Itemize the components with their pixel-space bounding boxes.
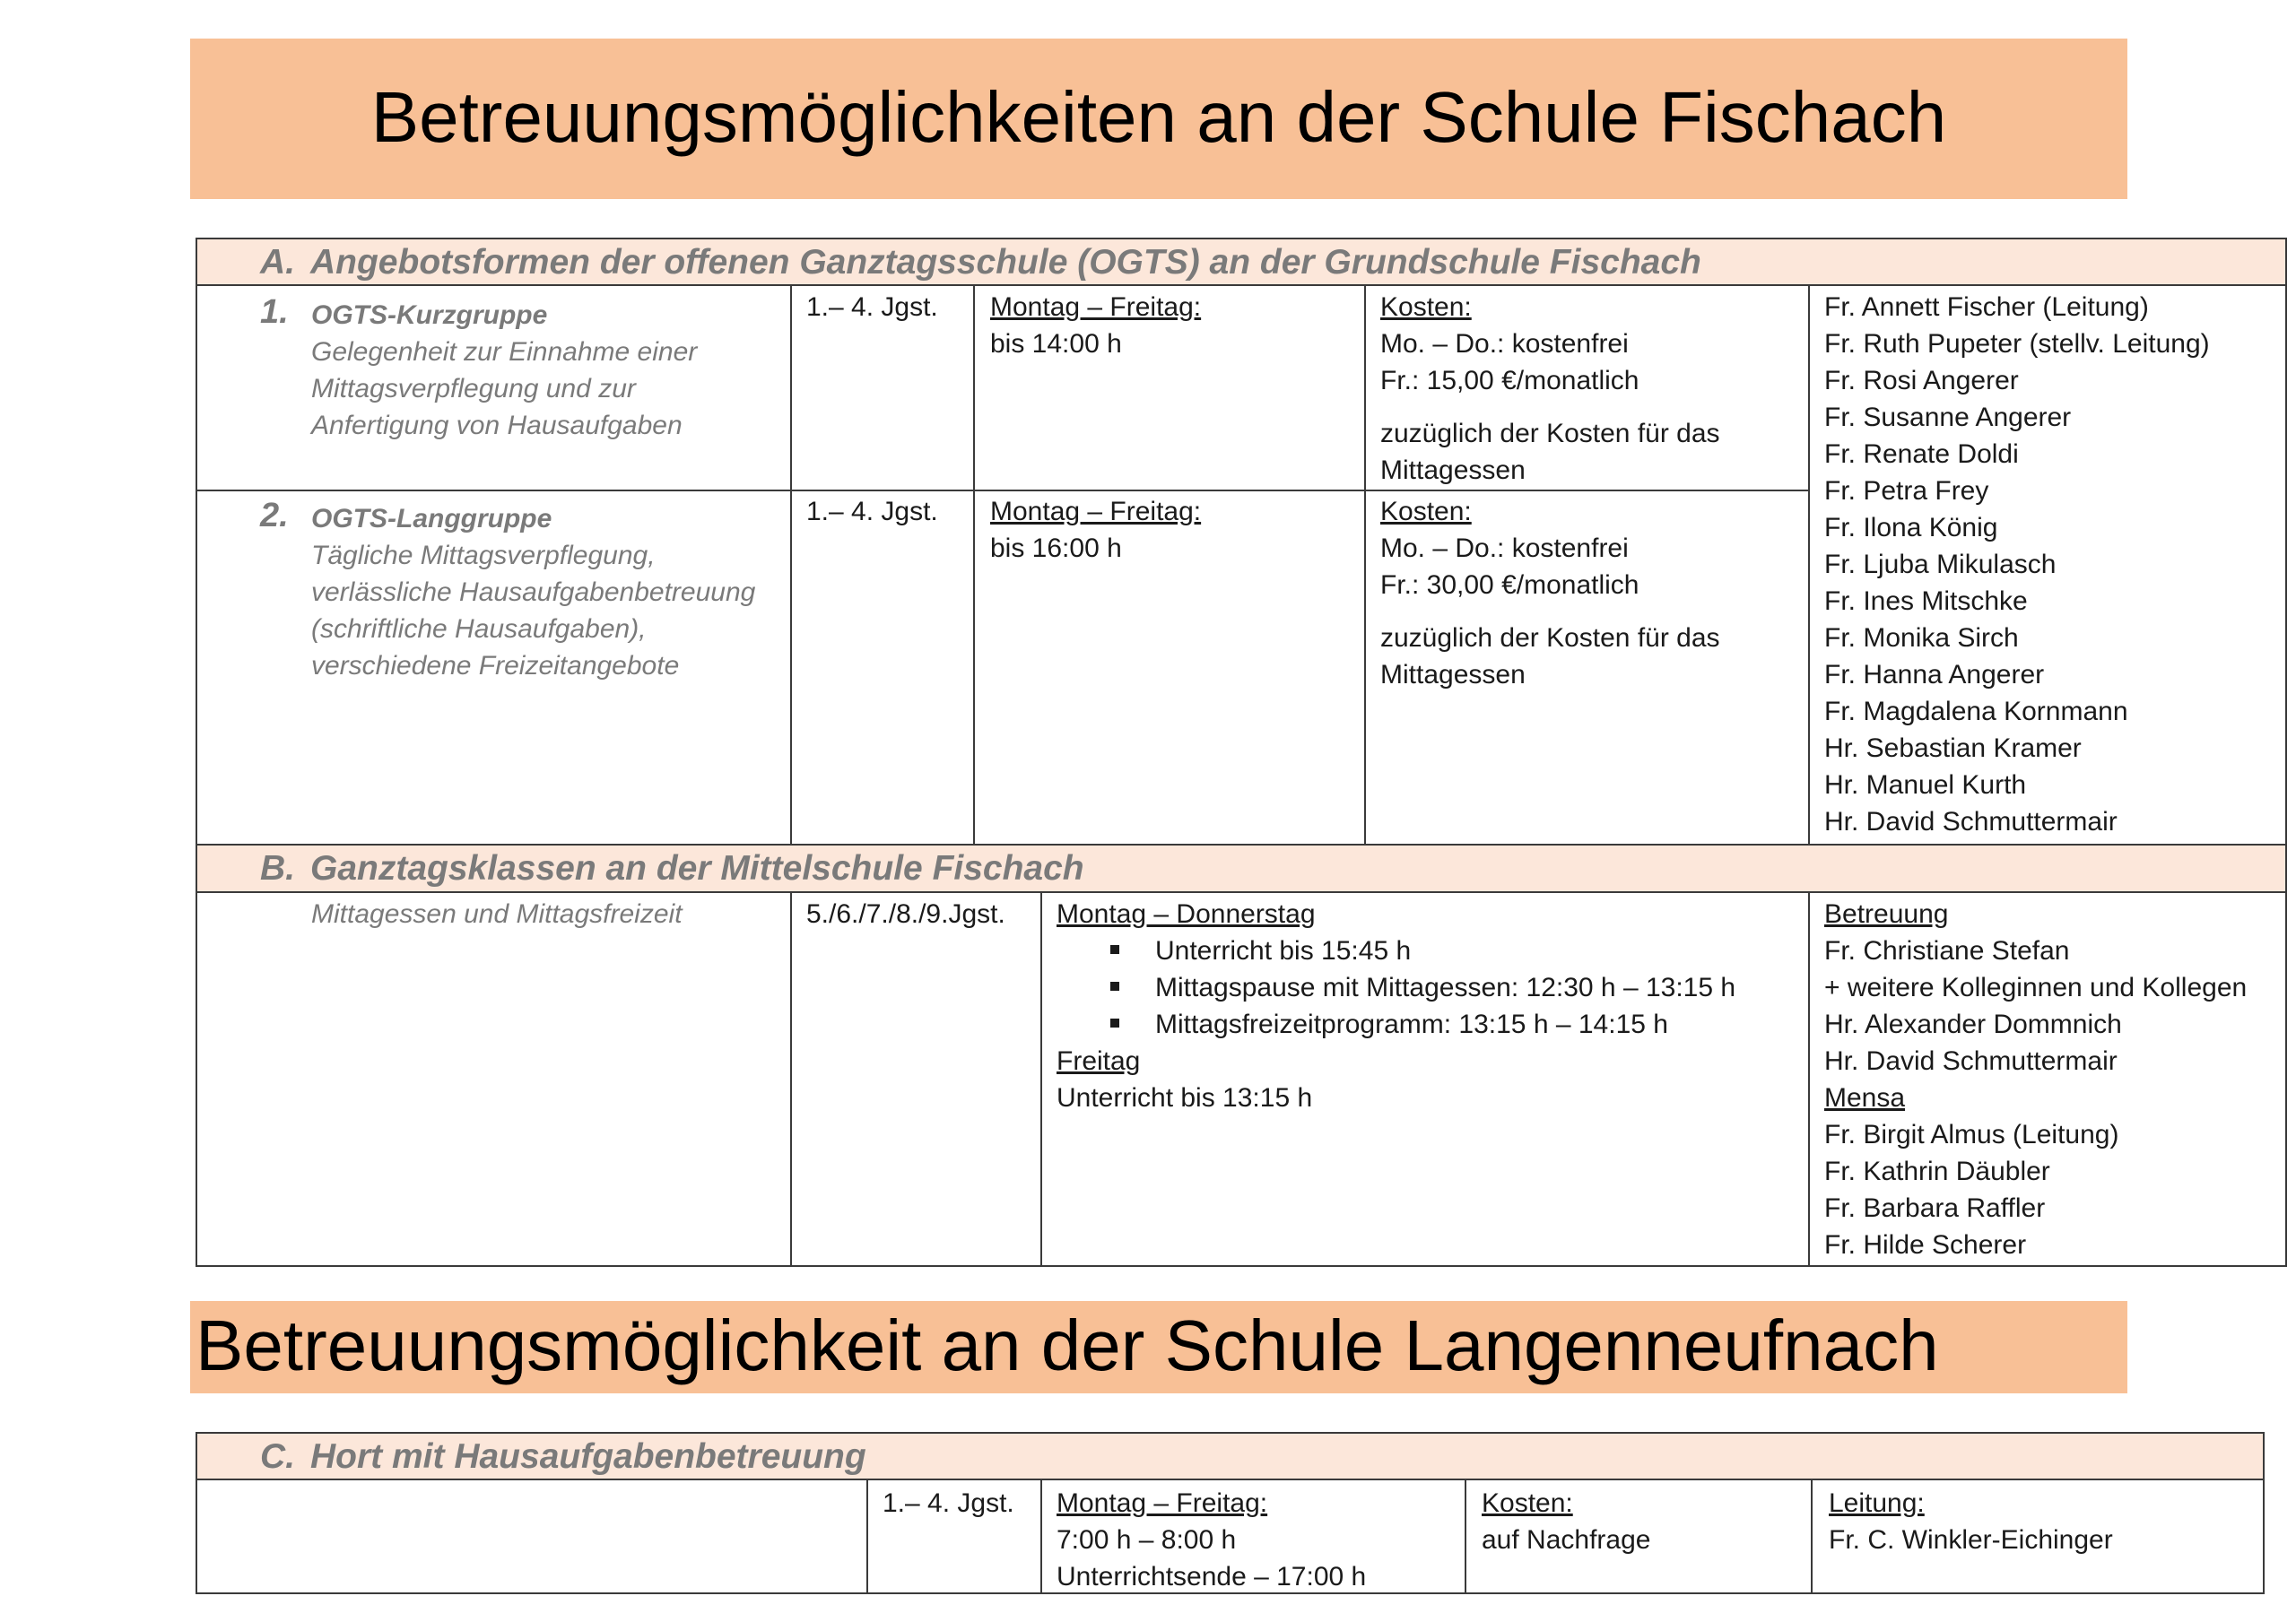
divider (1808, 891, 1810, 1266)
divider (866, 1479, 868, 1594)
divider (1808, 284, 1810, 845)
cost-label: Kosten: (1380, 497, 1472, 526)
row-number: 2. (260, 497, 289, 534)
bullet-item (1057, 969, 1735, 1006)
time-text: 7:00 h – 8:00 h (1057, 1525, 1237, 1555)
staff-member: Fr. Ines Mitschke (1824, 586, 2028, 616)
divider (790, 891, 792, 1266)
divider (1811, 1479, 1813, 1594)
staff-member: Fr. Hanna Angerer (1824, 660, 2045, 690)
staff-list (1824, 289, 2210, 840)
cost-cell (1482, 1485, 1650, 1558)
staff-member: Fr. Ljuba Mikulasch (1824, 550, 2057, 579)
spacer (1380, 399, 1720, 415)
staff-member: Fr. Hilde Scherer (1824, 1230, 2027, 1260)
desc-line: verlässliche Hausaufgabenbetreuung (311, 577, 756, 607)
lead-name: Fr. C. Winkler-Eichinger (1829, 1525, 2113, 1555)
divider (1040, 891, 1042, 1266)
days-label: Montag – Freitag: (990, 292, 1202, 322)
cost-label: Kosten: (1482, 1488, 1573, 1518)
cost-line: Mo. – Do.: kostenfrei (1380, 329, 1629, 359)
grade-cell: 1.– 4. Jgst. (806, 292, 938, 322)
friday-text: Unterricht bis 13:15 h (1057, 1083, 1313, 1113)
section-c-title-text: Hort mit Hausaufgabenbetreuung (310, 1437, 866, 1476)
divider (196, 1479, 2265, 1480)
cost-line: Fr.: 30,00 €/monatlich (1380, 570, 1639, 600)
staff-member: Fr. Annett Fischer (Leitung) (1824, 292, 2149, 322)
mensa-label: Mensa (1824, 1083, 1906, 1113)
offer-name: OGTS-Kurzgruppe (311, 300, 548, 330)
extra-line: Mittagessen (1380, 660, 1526, 690)
schedule-cell (1057, 896, 1735, 1116)
staff-member: Hr. David Schmuttermair (1824, 807, 2118, 837)
lead-label: Leitung: (1829, 1488, 1925, 1518)
cost-line: Mo. – Do.: kostenfrei (1380, 533, 1629, 563)
bullet-item (1057, 932, 1735, 969)
staff-member: Hr. Alexander Dommnich (1824, 1010, 2122, 1039)
grade-cell: 1.– 4. Jgst. (883, 1488, 1014, 1518)
time-text: bis 14:00 h (990, 329, 1122, 359)
lead-cell (1829, 1485, 2113, 1558)
section-c-letter: C. (260, 1437, 295, 1476)
cost-line: auf Nachfrage (1482, 1525, 1651, 1555)
staff-member: Hr. David Schmuttermair (1824, 1046, 2118, 1076)
time-text: bis 16:00 h (990, 533, 1122, 563)
staff-member: Fr. Renate Doldi (1824, 439, 2019, 469)
staff-member: Fr. Magdalena Kornmann (1824, 697, 2128, 726)
desc-line: verschiedene Freizeitangebote (311, 651, 680, 681)
section-a-title-text: Angebotsformen der offenen Ganztagsschule (OGTS) an der Grundschule Fischach (310, 243, 1701, 282)
desc-line: (schriftliche Hausaufgaben), (311, 614, 647, 644)
staff-member: + weitere Kolleginnen und Kollegen (1824, 973, 2248, 1002)
staff-member: Fr. Christiane Stefan (1824, 936, 2070, 966)
section-a-letter: A. (260, 243, 295, 282)
section-a-title (260, 242, 1701, 283)
divider (196, 490, 1810, 491)
divider (790, 284, 792, 845)
offer-description (311, 297, 697, 444)
grade-cell: 5./6./7./8./9.Jgst. (806, 899, 1005, 929)
staff-member: Fr. Ilona König (1824, 513, 1998, 542)
days-label: Montag – Donnerstag (1057, 899, 1316, 929)
divider (196, 891, 2287, 893)
extra-line: zuzüglich der Kosten für das (1380, 419, 1720, 448)
bullet-text: Mittagsfreizeitprogramm: 13:15 h – 14:15 h (1155, 1010, 1668, 1039)
desc-line: Anfertigung von Hausaufgaben (311, 411, 683, 440)
staff-member: Fr. Monika Sirch (1824, 623, 2019, 653)
friday-label: Freitag (1057, 1046, 1141, 1076)
cost-line: Fr.: 15,00 €/monatlich (1380, 366, 1639, 395)
desc-line: Mittagsverpflegung und zur (311, 374, 636, 403)
care-list (1824, 896, 2247, 1263)
offer-description (311, 500, 755, 684)
staff-member: Fr. Barbara Raffler (1824, 1193, 2046, 1223)
care-label: Betreuung (1824, 899, 1949, 929)
divider (1465, 1479, 1466, 1594)
section-c-title (260, 1436, 866, 1478)
staff-member: Hr. Sebastian Kramer (1824, 733, 2082, 763)
page-title: Betreuungsmöglichkeiten an der Schule Fischach (370, 77, 1947, 157)
schedule-cell (1057, 1485, 1366, 1595)
section-b-description: Mittagessen und Mittagsfreizeit (311, 899, 683, 929)
bullet-text: Unterricht bis 15:45 h (1155, 936, 1412, 966)
staff-member: Fr. Birgit Almus (Leitung) (1824, 1120, 2119, 1149)
staff-member: Fr. Ruth Pupeter (stellv. Leitung) (1824, 329, 2210, 359)
bullet-square-icon (1110, 982, 1119, 991)
section-b-title-text: Ganztagsklassen an der Mittelschule Fischach (310, 849, 1084, 888)
grade-cell: 1.– 4. Jgst. (806, 497, 938, 526)
staff-member: Fr. Susanne Angerer (1824, 403, 2072, 432)
spacer (1380, 603, 1720, 620)
desc-line: Tägliche Mittagsverpflegung, (311, 541, 656, 570)
days-label: Montag – Freitag: (990, 497, 1202, 526)
section-b-letter: B. (260, 849, 295, 888)
schedule-cell (990, 493, 1201, 567)
divider (973, 284, 975, 845)
staff-member: Hr. Manuel Kurth (1824, 770, 2027, 800)
divider (196, 284, 2287, 286)
extra-line: zuzüglich der Kosten für das (1380, 623, 1720, 653)
bullet-text: Mittagspause mit Mittagessen: 12:30 h – 13:15 h (1155, 973, 1736, 1002)
schedule-bullets (1057, 932, 1735, 1043)
staff-member: Fr. Kathrin Däubler (1824, 1157, 2050, 1186)
staff-member: Fr. Rosi Angerer (1824, 366, 2019, 395)
staff-member: Fr. Petra Frey (1824, 476, 1989, 506)
extra-line: Mittagessen (1380, 455, 1526, 485)
header-banner-langenneufnach (190, 1301, 2127, 1393)
section-b-title (260, 848, 1084, 889)
cost-label: Kosten: (1380, 292, 1472, 322)
divider (1364, 284, 1366, 845)
schedule-cell (990, 289, 1201, 362)
row-number: 1. (260, 293, 289, 331)
offer-name: OGTS-Langgruppe (311, 504, 552, 533)
bullet-square-icon (1110, 945, 1119, 954)
cost-cell (1380, 289, 1720, 489)
page-subtitle: Betreuungsmöglichkeit an der Schule Langenneufnach (196, 1305, 1939, 1385)
days-label: Montag – Freitag: (1057, 1488, 1268, 1518)
desc-line: Gelegenheit zur Einnahme einer (311, 337, 698, 367)
divider (1040, 1479, 1042, 1594)
bullet-item (1057, 1006, 1735, 1043)
header-banner-fischach (190, 39, 2127, 199)
cost-cell (1380, 493, 1720, 693)
bullet-square-icon (1110, 1019, 1119, 1028)
time-text: Unterrichtsende – 17:00 h (1057, 1562, 1367, 1592)
